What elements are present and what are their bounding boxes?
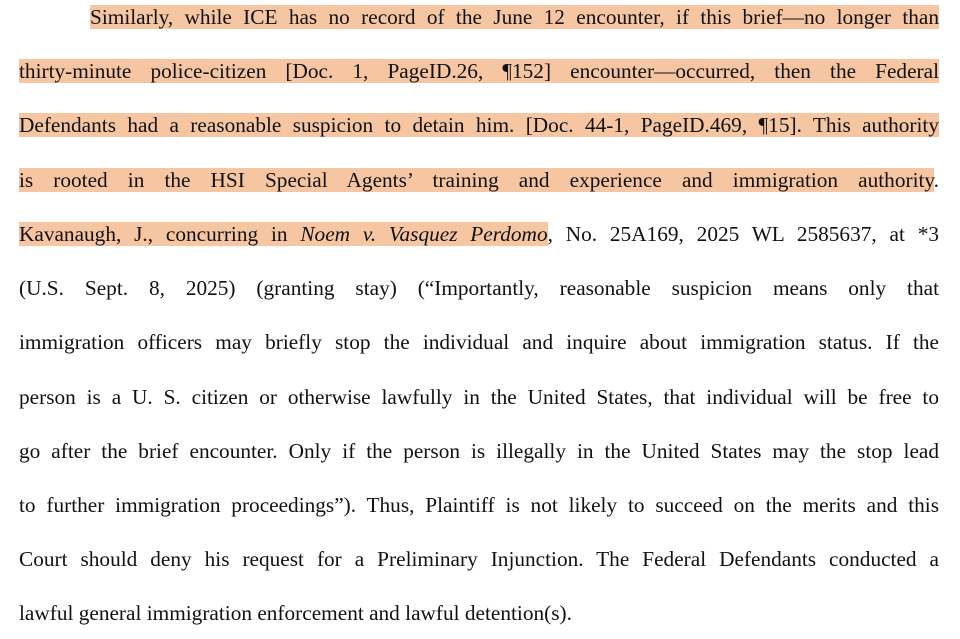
paragraph-line-7 — [19, 328, 939, 356]
paragraph-line-11 — [19, 545, 939, 573]
citation-text: Kavanaugh, J., concurring in — [19, 222, 301, 246]
paragraph-line-1 — [90, 3, 939, 31]
highlighted-text: Defendants had a reasonable suspicion to detain him. [Doc. 44-1, PageID.469, ¶15]. This authority — [19, 113, 939, 137]
line-text: immigration officers may briefly stop the individual and inquire about immigration status. If the — [19, 330, 939, 354]
line-text: , No. 25A169, 2025 WL 2585637, at *3 — [547, 222, 940, 246]
case-name: Noem v. Vasquez Perdomo — [300, 222, 548, 246]
line-text: (U.S. Sept. 8, 2025) (granting stay) (“Importantly, reasonable suspicion means only that — [19, 276, 939, 300]
paragraph-line-12 — [19, 599, 939, 627]
paragraph-line-9 — [19, 437, 939, 465]
highlighted-text: Similarly, while ICE has no record of the June 12 encounter, if this brief—no longer than — [90, 5, 939, 29]
highlighted-text: thirty-minute police-citizen [Doc. 1, PageID.26, ¶152] encounter—occurred, then the Federal — [19, 59, 939, 83]
paragraph-line-10 — [19, 491, 939, 519]
line-text: Court should deny his request for a Preliminary Injunction. The Federal Defendants conducted a — [19, 547, 939, 571]
paragraph-line-6 — [19, 274, 939, 302]
paragraph-line-2 — [19, 57, 939, 85]
line-text: person is a U. S. citizen or otherwise lawfully in the United States, that individual will be free to — [19, 385, 939, 409]
paragraph-line-4 — [19, 166, 939, 194]
paragraph-line-8 — [19, 383, 939, 411]
highlighted-text: is rooted in the HSI Special Agents’ training and experience and immigration authority — [19, 168, 934, 192]
paragraph-line-5 — [19, 220, 939, 248]
paragraph-line-3 — [19, 111, 939, 139]
line-text: to further immigration proceedings”). Thus, Plaintiff is not likely to succeed on the merits and this — [19, 493, 939, 517]
highlighted-text — [19, 222, 548, 246]
line-text: . — [933, 168, 939, 192]
line-text: go after the brief encounter. Only if the person is illegally in the United States may the stop lead — [19, 439, 939, 463]
line-text: lawful general immigration enforcement and lawful detention(s). — [19, 601, 572, 625]
